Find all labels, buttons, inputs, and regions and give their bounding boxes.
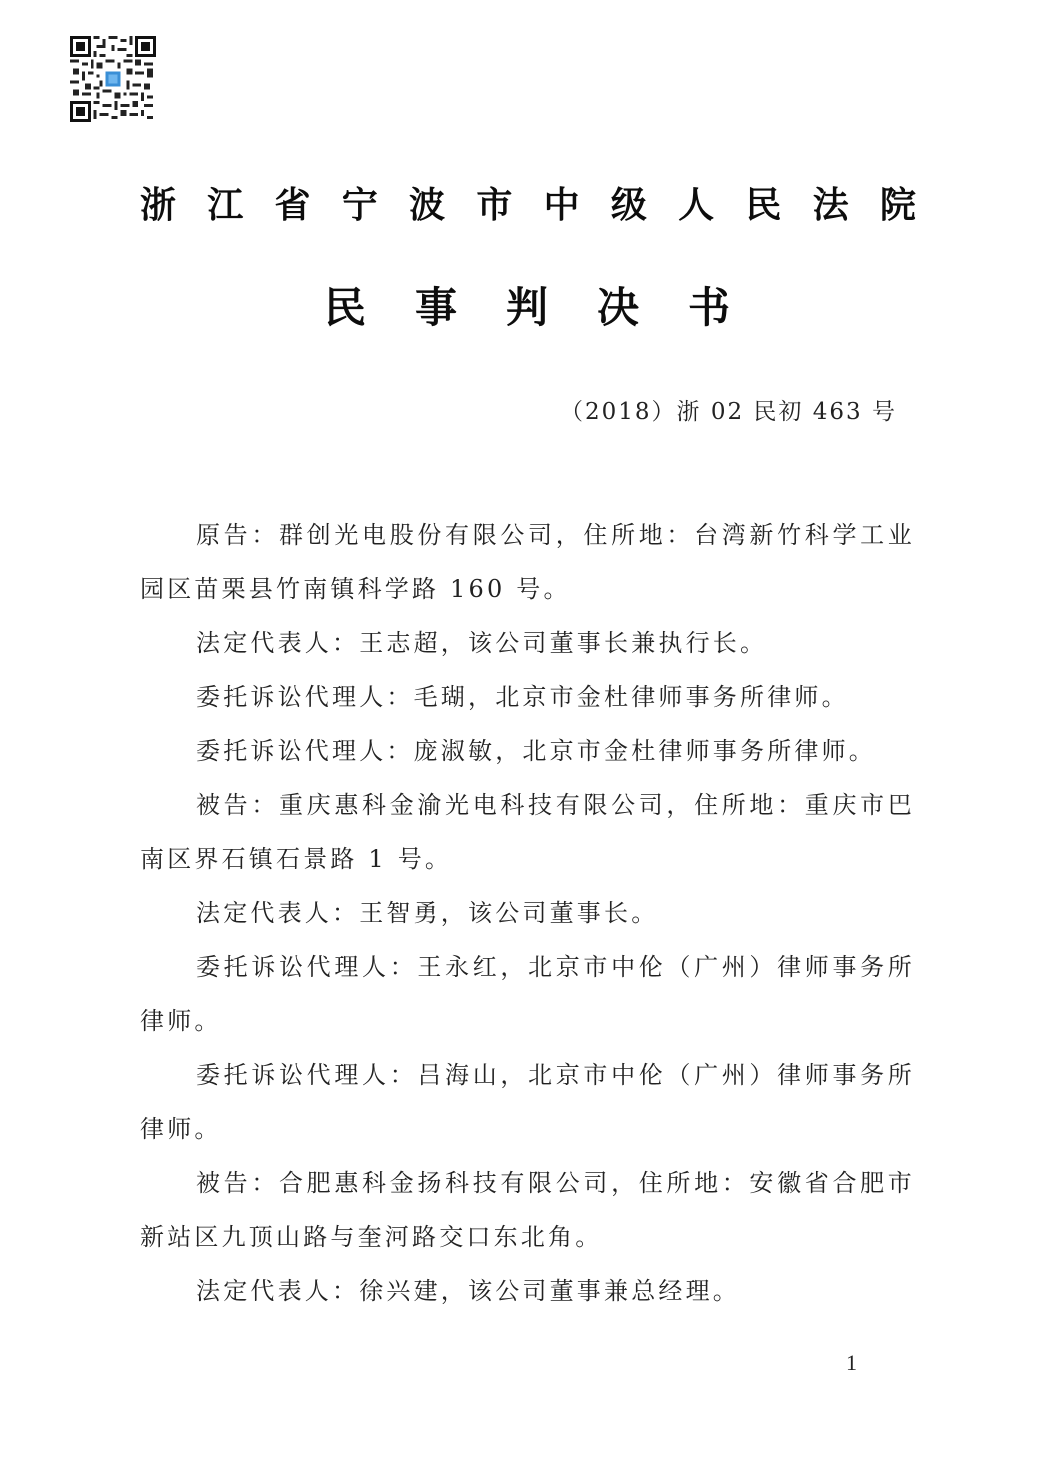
document-type-char: 决 [596,283,639,332]
defendant-paragraph: 被告：合肥惠科金扬科技有限公司，住所地：安徽省合肥市新站区九顶山路与奎河路交口东北角。 [140,1169,915,1251]
agent-paragraph: 委托诉讼代理人：庞淑敏，北京市金杜律师事务所律师。 [196,737,876,765]
case-number: （2018）浙 02 民初 463 号 [560,399,897,425]
court-name-char: 省 [274,185,311,226]
court-name-char: 中 [543,185,580,226]
document-type-heading [322,278,732,338]
court-name-char: 级 [610,185,647,226]
court-name-char: 市 [476,185,513,226]
court-name-char: 江 [207,185,244,226]
document-type-char: 书 [687,283,730,332]
agent-paragraph: 委托诉讼代理人：王永红，北京市中伦（广州）律师事务所律师。 [140,953,915,1035]
document-type-char: 判 [505,283,548,332]
defendant-paragraph: 被告：重庆惠科金渝光电科技有限公司，住所地：重庆市巴南区界石镇石景路 1 号。 [140,791,915,873]
document-type-char: 民 [323,283,366,332]
agent-paragraph: 委托诉讼代理人：毛瑚，北京市金杜律师事务所律师。 [196,683,849,711]
court-name-heading [138,178,918,234]
document-type-char: 事 [414,283,457,332]
document-body [140,508,915,1318]
court-name-char: 浙 [139,185,176,226]
court-name-char: 人 [678,185,715,226]
page-number: 1 [846,1350,857,1375]
plaintiff-paragraph: 原告：群创光电股份有限公司，住所地：台湾新竹科学工业园区苗栗县竹南镇科学路 160 号。 [140,521,915,603]
agent-paragraph: 委托诉讼代理人：吕海山，北京市中伦（广州）律师事务所律师。 [140,1061,915,1143]
court-name-char: 宁 [341,185,378,226]
court-name-char: 民 [745,185,782,226]
legal-representative-paragraph: 法定代表人：徐兴建，该公司董事兼总经理。 [196,1277,740,1305]
court-name-char: 院 [879,185,916,226]
legal-representative-paragraph: 法定代表人：王志超，该公司董事长兼执行长。 [196,629,768,657]
court-name-char: 法 [812,185,849,226]
legal-representative-paragraph: 法定代表人：王智勇，该公司董事长。 [196,899,659,927]
court-name-char: 波 [409,185,446,226]
qr-code-icon [70,36,156,122]
